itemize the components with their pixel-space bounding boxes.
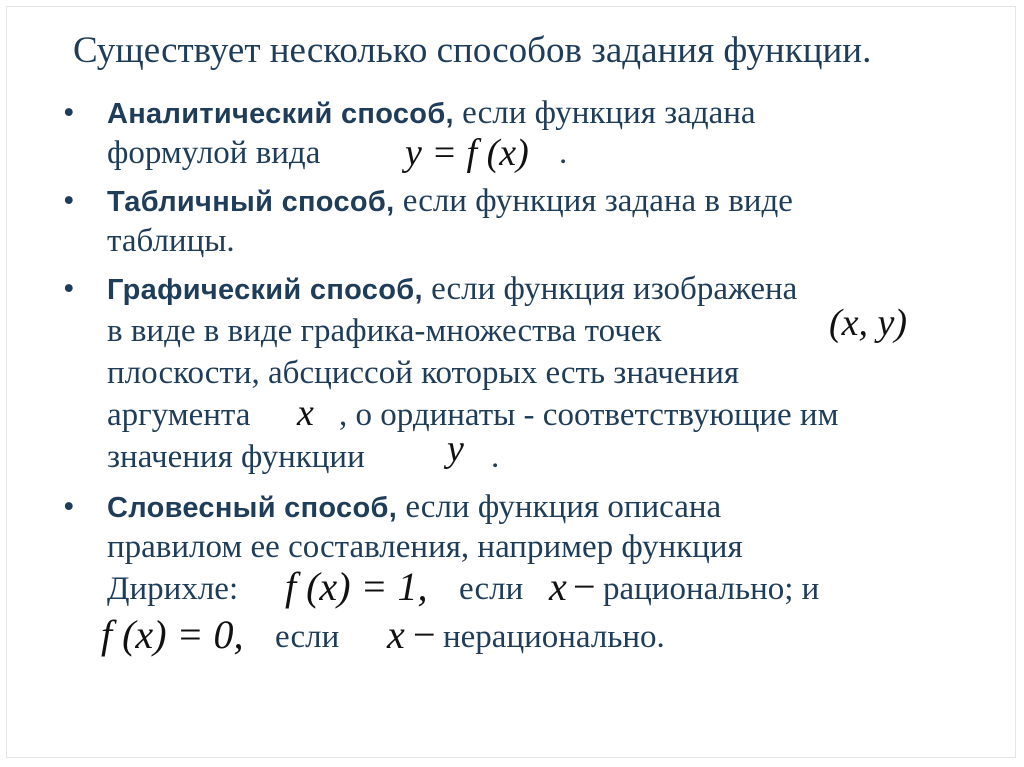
var-x: x: [549, 564, 567, 609]
method-text: если функция задана: [462, 95, 756, 131]
var-y: y: [447, 428, 464, 470]
method-text: формулой вида: [107, 135, 321, 171]
method-text: Дирихле:: [107, 571, 239, 607]
method-text: аргумента: [107, 397, 251, 433]
bullet-analytic: [63, 93, 983, 183]
bullet-marker: •: [63, 183, 75, 219]
method-text: плоскости, абсциссой которых есть значения: [107, 355, 740, 391]
var-x: x: [387, 612, 405, 657]
method-name: Аналитический способ,: [107, 98, 454, 130]
bullet-verbal: [63, 487, 993, 667]
bullet-graphic: [63, 269, 993, 479]
period: .: [491, 439, 500, 475]
bullet-marker: •: [63, 95, 75, 131]
method-text: значения функции: [107, 439, 365, 475]
slide: [6, 6, 1016, 758]
bullet-marker: •: [63, 271, 75, 307]
method-text: если функция описана: [405, 489, 722, 525]
method-text: в виде в виде графика-множества точек: [107, 313, 662, 349]
bullet-table: [63, 181, 983, 271]
period: .: [559, 135, 568, 171]
method-name: Словесный способ,: [107, 492, 398, 524]
method-name: Табличный способ,: [107, 186, 395, 218]
var-x: x: [297, 392, 314, 434]
formula-fx-1: f (x) = 1,: [285, 564, 428, 609]
method-text: таблицы.: [107, 223, 235, 259]
formula-xy: (x, y): [829, 302, 908, 344]
formula-y-fx: y = f (x): [405, 132, 529, 174]
bullet-marker: •: [63, 489, 75, 525]
method-text: нерационально.: [443, 619, 665, 655]
method-text: рационально; и: [603, 571, 820, 607]
method-text: если: [459, 571, 524, 607]
formula-fx-0: f (x) = 0,: [101, 612, 244, 657]
slide-title: Существует несколько способов задания функции.: [73, 30, 872, 71]
method-text: , о ординаты - соответствующие им: [339, 397, 839, 433]
method-text: правилом ее составления, например функция: [107, 529, 743, 565]
method-text: если функция изображена: [431, 271, 798, 307]
dash: −: [413, 612, 436, 657]
method-text: если функция задана в виде: [402, 183, 793, 219]
method-text: если: [275, 619, 340, 655]
method-name: Графический способ,: [107, 274, 423, 306]
dash: −: [573, 564, 596, 609]
